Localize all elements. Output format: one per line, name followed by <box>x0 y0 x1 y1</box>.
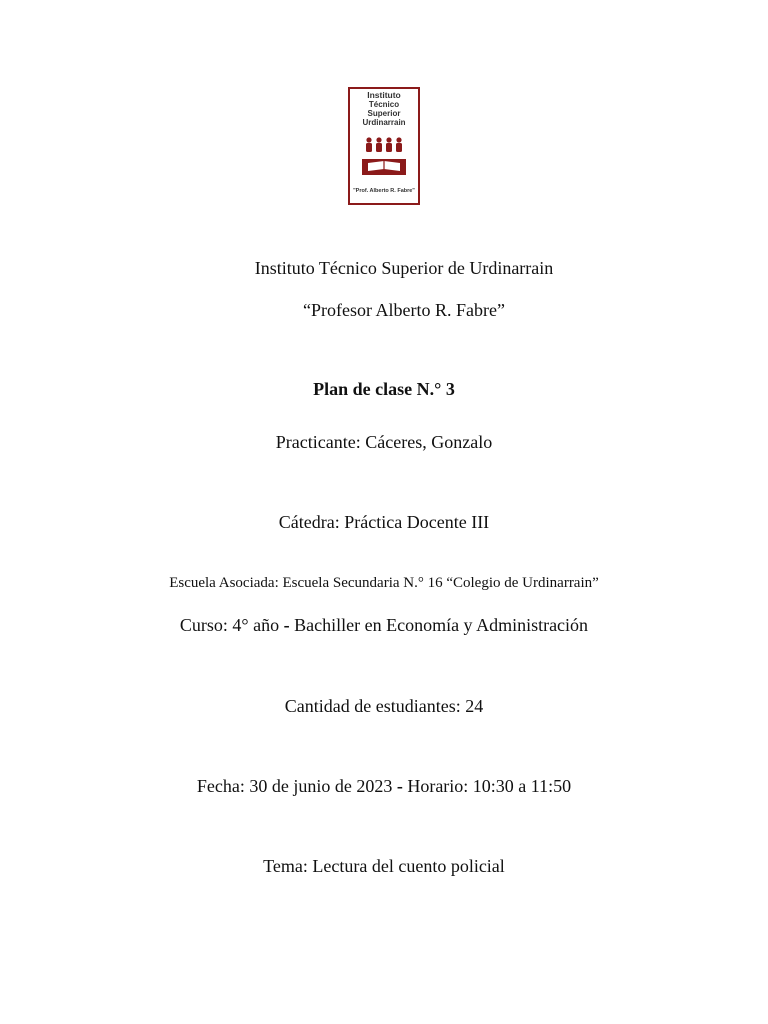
logo-book-icon <box>362 159 406 175</box>
fecha-prefix: Fecha: 30 de junio de 2023 <box>196 776 393 796</box>
logo-line-4: Urdinarrain <box>362 118 406 127</box>
plan-title: Plan de clase N.° 3 <box>313 379 455 399</box>
fecha-line <box>0 776 768 797</box>
curso-suffix: Bachiller en Economía y Administración <box>294 615 589 635</box>
logo-emblem <box>350 89 418 203</box>
escuela-line: Escuela Asociada: Escuela Secundaria N.° 16 “Colegio de Urdinarrain” <box>169 575 599 591</box>
logo-caption: "Prof. Alberto R. Fabre" <box>353 188 415 194</box>
institute-name: Instituto Técnico Superior de Urdinarrain <box>254 258 554 278</box>
logo-line-3: Superior <box>367 109 401 118</box>
fecha-separator: - <box>392 776 408 796</box>
curso-separator: - <box>279 615 295 635</box>
cantidad-line: Cantidad de estudiantes: 24 <box>284 696 484 716</box>
institute-patron: “Profesor Alberto R. Fabre” <box>303 300 505 320</box>
horario-text: Horario: 10:30 a 11:50 <box>407 776 572 796</box>
institute-logo <box>348 87 420 205</box>
logo-line-2: Técnico <box>368 100 400 109</box>
curso-line <box>0 615 768 636</box>
logo-line-1: Instituto <box>367 90 401 100</box>
curso-prefix: Curso: 4° año <box>179 615 280 635</box>
catedra-line: Cátedra: Práctica Docente III <box>278 512 490 532</box>
tema-line: Tema: Lectura del cuento policial <box>263 856 505 876</box>
practicante-line: Practicante: Cáceres, Gonzalo <box>275 432 493 452</box>
logo-figures-icon <box>366 137 402 152</box>
